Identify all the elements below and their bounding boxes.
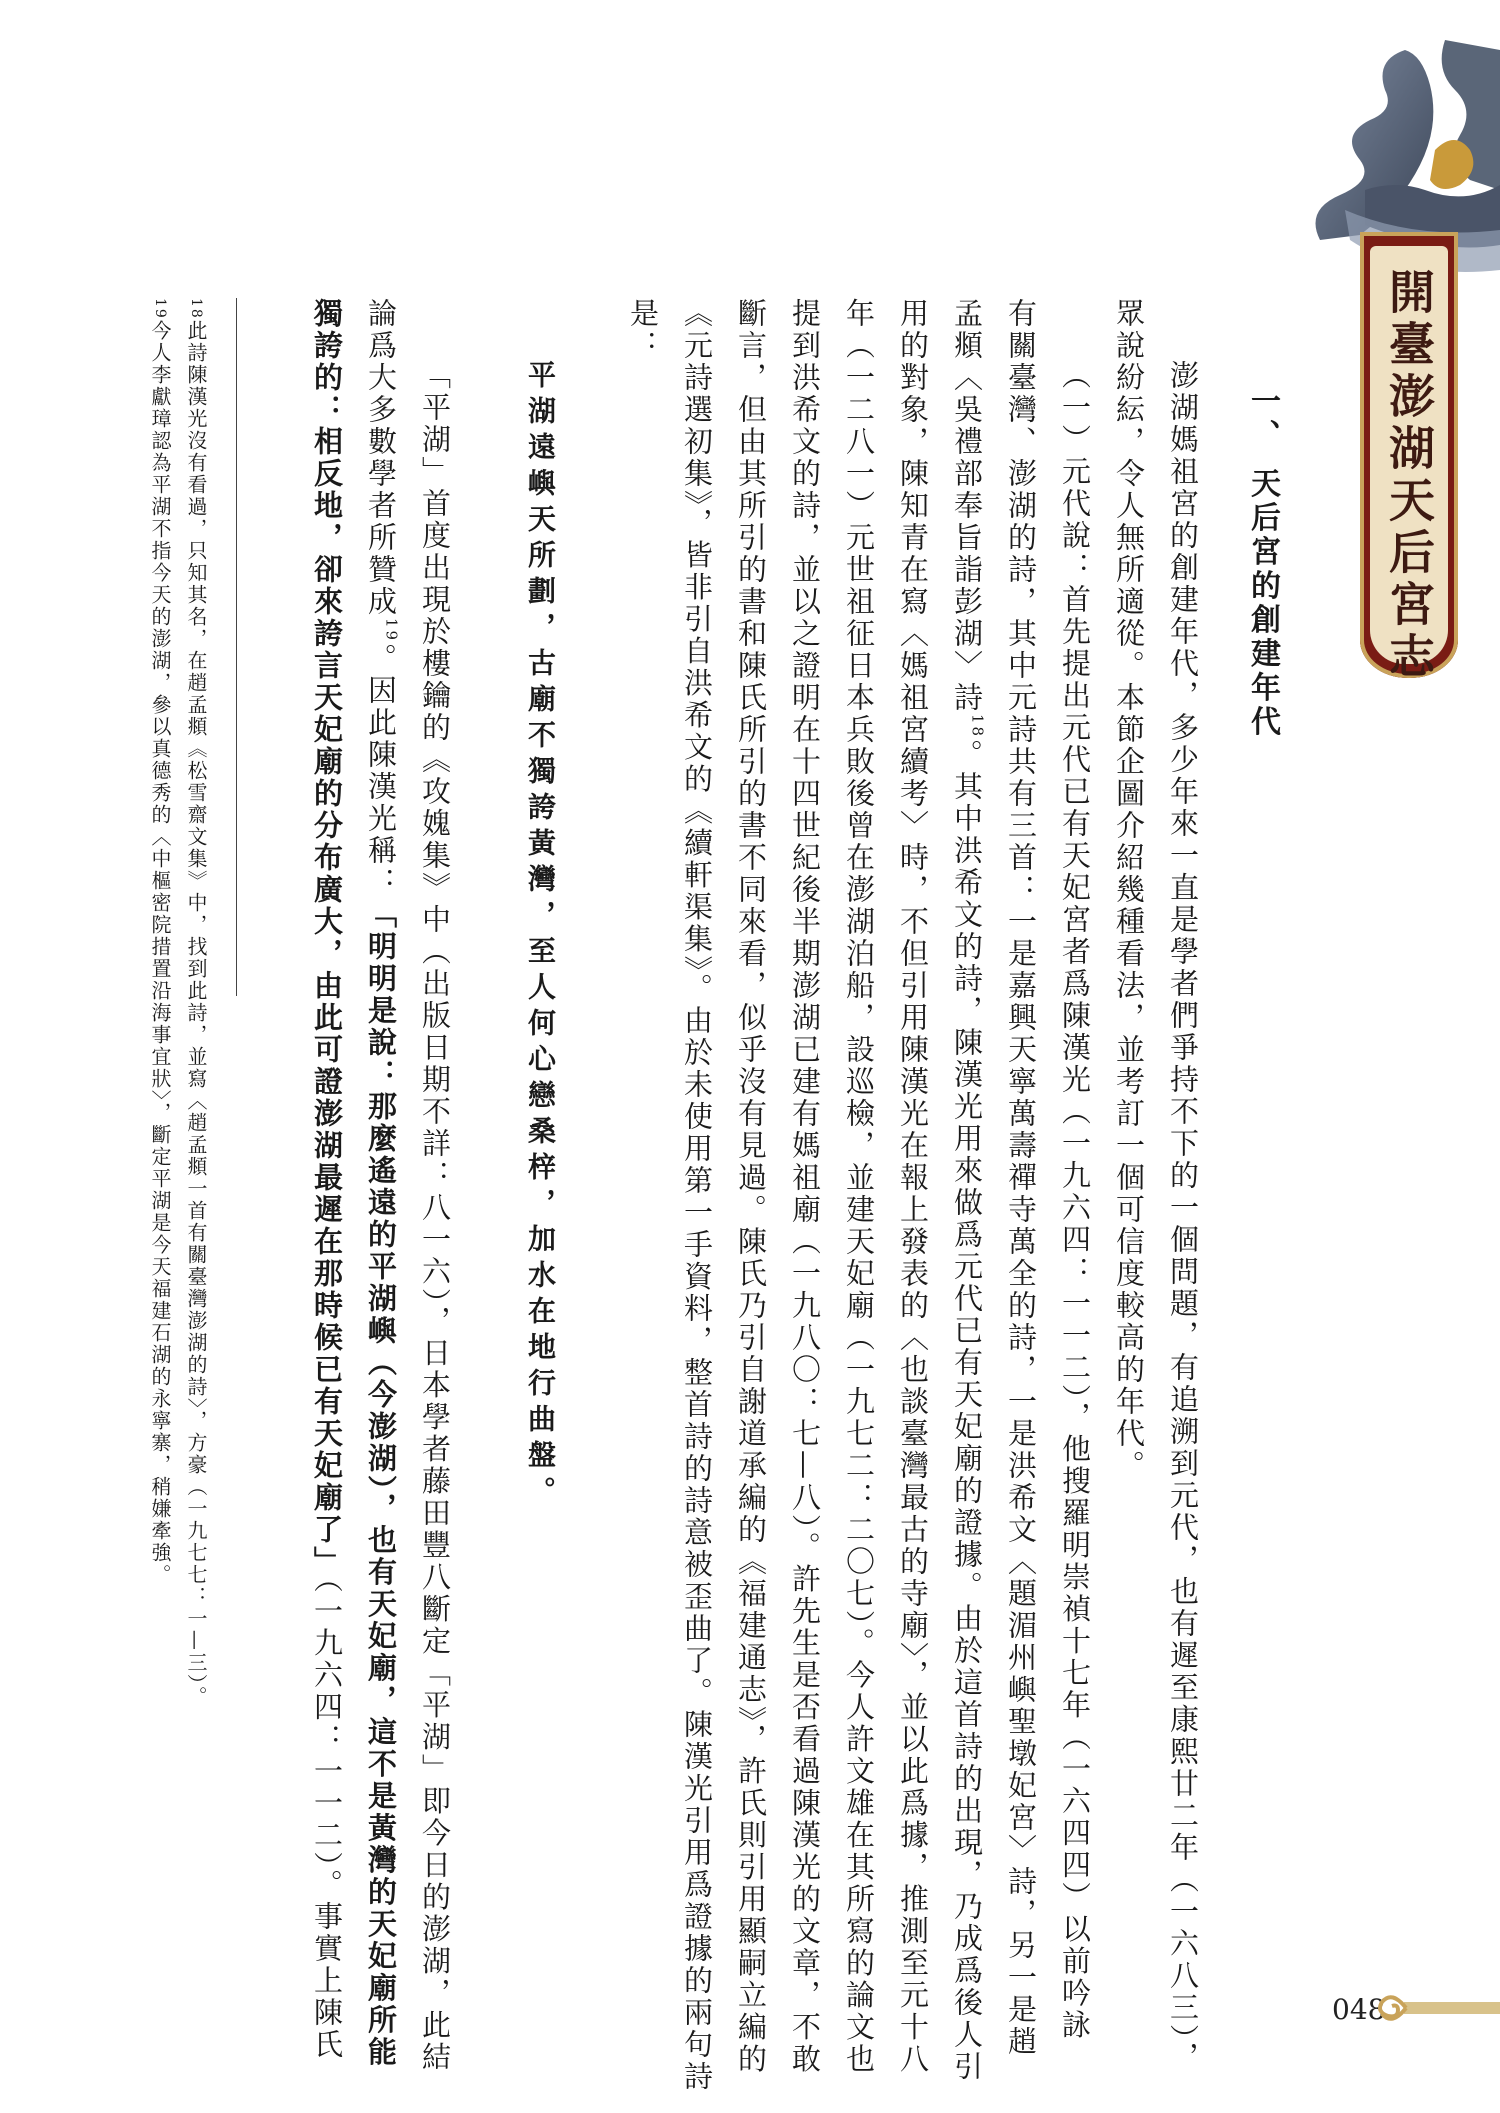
- body-text: 。其中洪希文的詩，陳漢光用來做爲元代已有天妃廟的證據。由於這首詩的出現，乃成爲後人引: [950, 739, 984, 2084]
- section-heading: 一、 天后宮的創建年代: [1245, 385, 1280, 740]
- footnote-ref-18[interactable]: 18: [968, 714, 987, 740]
- footnote-number: 19: [152, 298, 168, 320]
- body-text: （一九六四：一一二）。事實上陳氏: [310, 1578, 344, 2061]
- body-line: 是：: [626, 298, 660, 362]
- page-number: 048: [1332, 1993, 1386, 2026]
- emphasized-quote: 「明明是說：那麼遙遠的平湖嶼（今澎湖），也有天妃廟，這不是黃灣的天妃廟所能: [364, 899, 398, 2069]
- body-line: 澎湖媽祖宮的創建年代，多少年來一直是學者們爭持不下的一個問題，有追溯到元代，也有遲至康熙廿二年（一六八三），: [1166, 360, 1200, 2074]
- emphasized-quote: 獨誇的：相反地，卻來誇言天妃廟的分布廣大，由此可證澎湖最遲在那時候已有天妃廟了」: [310, 298, 344, 1578]
- body-line: [366, 298, 399, 2069]
- body-text: 。因此陳漢光稱：: [364, 643, 398, 900]
- title-banner: [1360, 232, 1458, 684]
- footnote-19: [150, 298, 170, 1586]
- body-line: 用的對象，陳知青在寫〈媽祖宮續考〉時，不但引用陳漢光在報上發表的〈也談臺灣最古的寺廟〉，並以此爲據，推測至元十八: [896, 298, 930, 2076]
- body-line: 斷言，但由其所引的書和陳氏所引的書不同來看，似乎沒有見過。陳氏乃引自謝道承編的《福建通志》，許氏則引用顯嗣立編的: [734, 298, 768, 2076]
- body-line: 「平湖」首度出現於樓鑰的《攻媿集》中（出版日期不詳：八一六），日本學者藤田豐八斷定「平湖」即今日的澎湖，此結: [418, 360, 452, 2074]
- footnote-divider: [236, 298, 237, 996]
- book-title: 開臺澎湖天后宮志: [1382, 268, 1436, 684]
- footnote-ref-19[interactable]: 19: [382, 618, 401, 644]
- poem-quote: 平湖遠嶼天所劃，古廟不獨誇黃灣，至人何心戀桑梓，加水在地行曲盤。: [524, 360, 557, 1512]
- body-line: （一）元代說：首先提出元代已有天妃宮者爲陳漢光（一九六四：一一二），他搜羅明崇禎十七年（一六四四）以前吟詠: [1058, 360, 1092, 2042]
- body-line: [310, 298, 344, 2061]
- body-line: 年（一二八一）元世祖征日本兵敗後曾在澎湖泊船，設巡檢，並建天妃廟（一九七二：二〇七）。今人許文雄在其所寫的論文也: [842, 298, 876, 2076]
- footnote-18: [186, 298, 206, 1708]
- body-text: 論爲大多數學者所贊成: [364, 298, 398, 618]
- footnote-text: 此詩陳漢光沒有看過，只知其名，在趙孟頫《松雪齋文集》中，找到此詩，並寫〈趙孟頫一首有關臺灣澎湖的詩〉，方豪（一九七七：一—三）。: [184, 319, 208, 1708]
- body-line: [952, 298, 985, 2083]
- body-line: 提到洪希文的詩，並以之證明在十四世紀後半期澎湖已建有媽祖廟（一九八〇：七—八）。許先生是否看過陳漢光的文章，不敢: [788, 298, 822, 2076]
- body-line: 《元詩選初集》，皆非引自洪希文的《續軒渠集》。由於未使用第一手資料，整首詩的詩意被歪曲了。陳漢光引用爲證據的兩句詩: [680, 298, 714, 2093]
- body-line: 眾說紛紜，令人無所適從。本節企圖介紹幾種看法，並考訂一個可信度較高的年代。: [1112, 298, 1146, 1482]
- footnote-text: 今人李獻璋認為平湖不指今天的澎湖，參以真德秀的〈中樞密院措置沿海事宜狀〉，斷定平湖是今天福建石湖的永寧寨，稍嫌牽強。: [148, 319, 172, 1586]
- scroll-ornament-icon: [1378, 1978, 1500, 2038]
- body-text: 孟頫〈吳禮部奉旨詣彭湖〉詩: [950, 298, 984, 714]
- body-line: 有關臺灣、澎湖的詩，其中元詩共有三首：一是嘉興天寧萬壽禪寺萬全的詩，一是洪希文〈題湄州嶼聖墩妃宮〉詩，另一是趙: [1004, 298, 1038, 2058]
- footnote-number: 18: [188, 298, 204, 320]
